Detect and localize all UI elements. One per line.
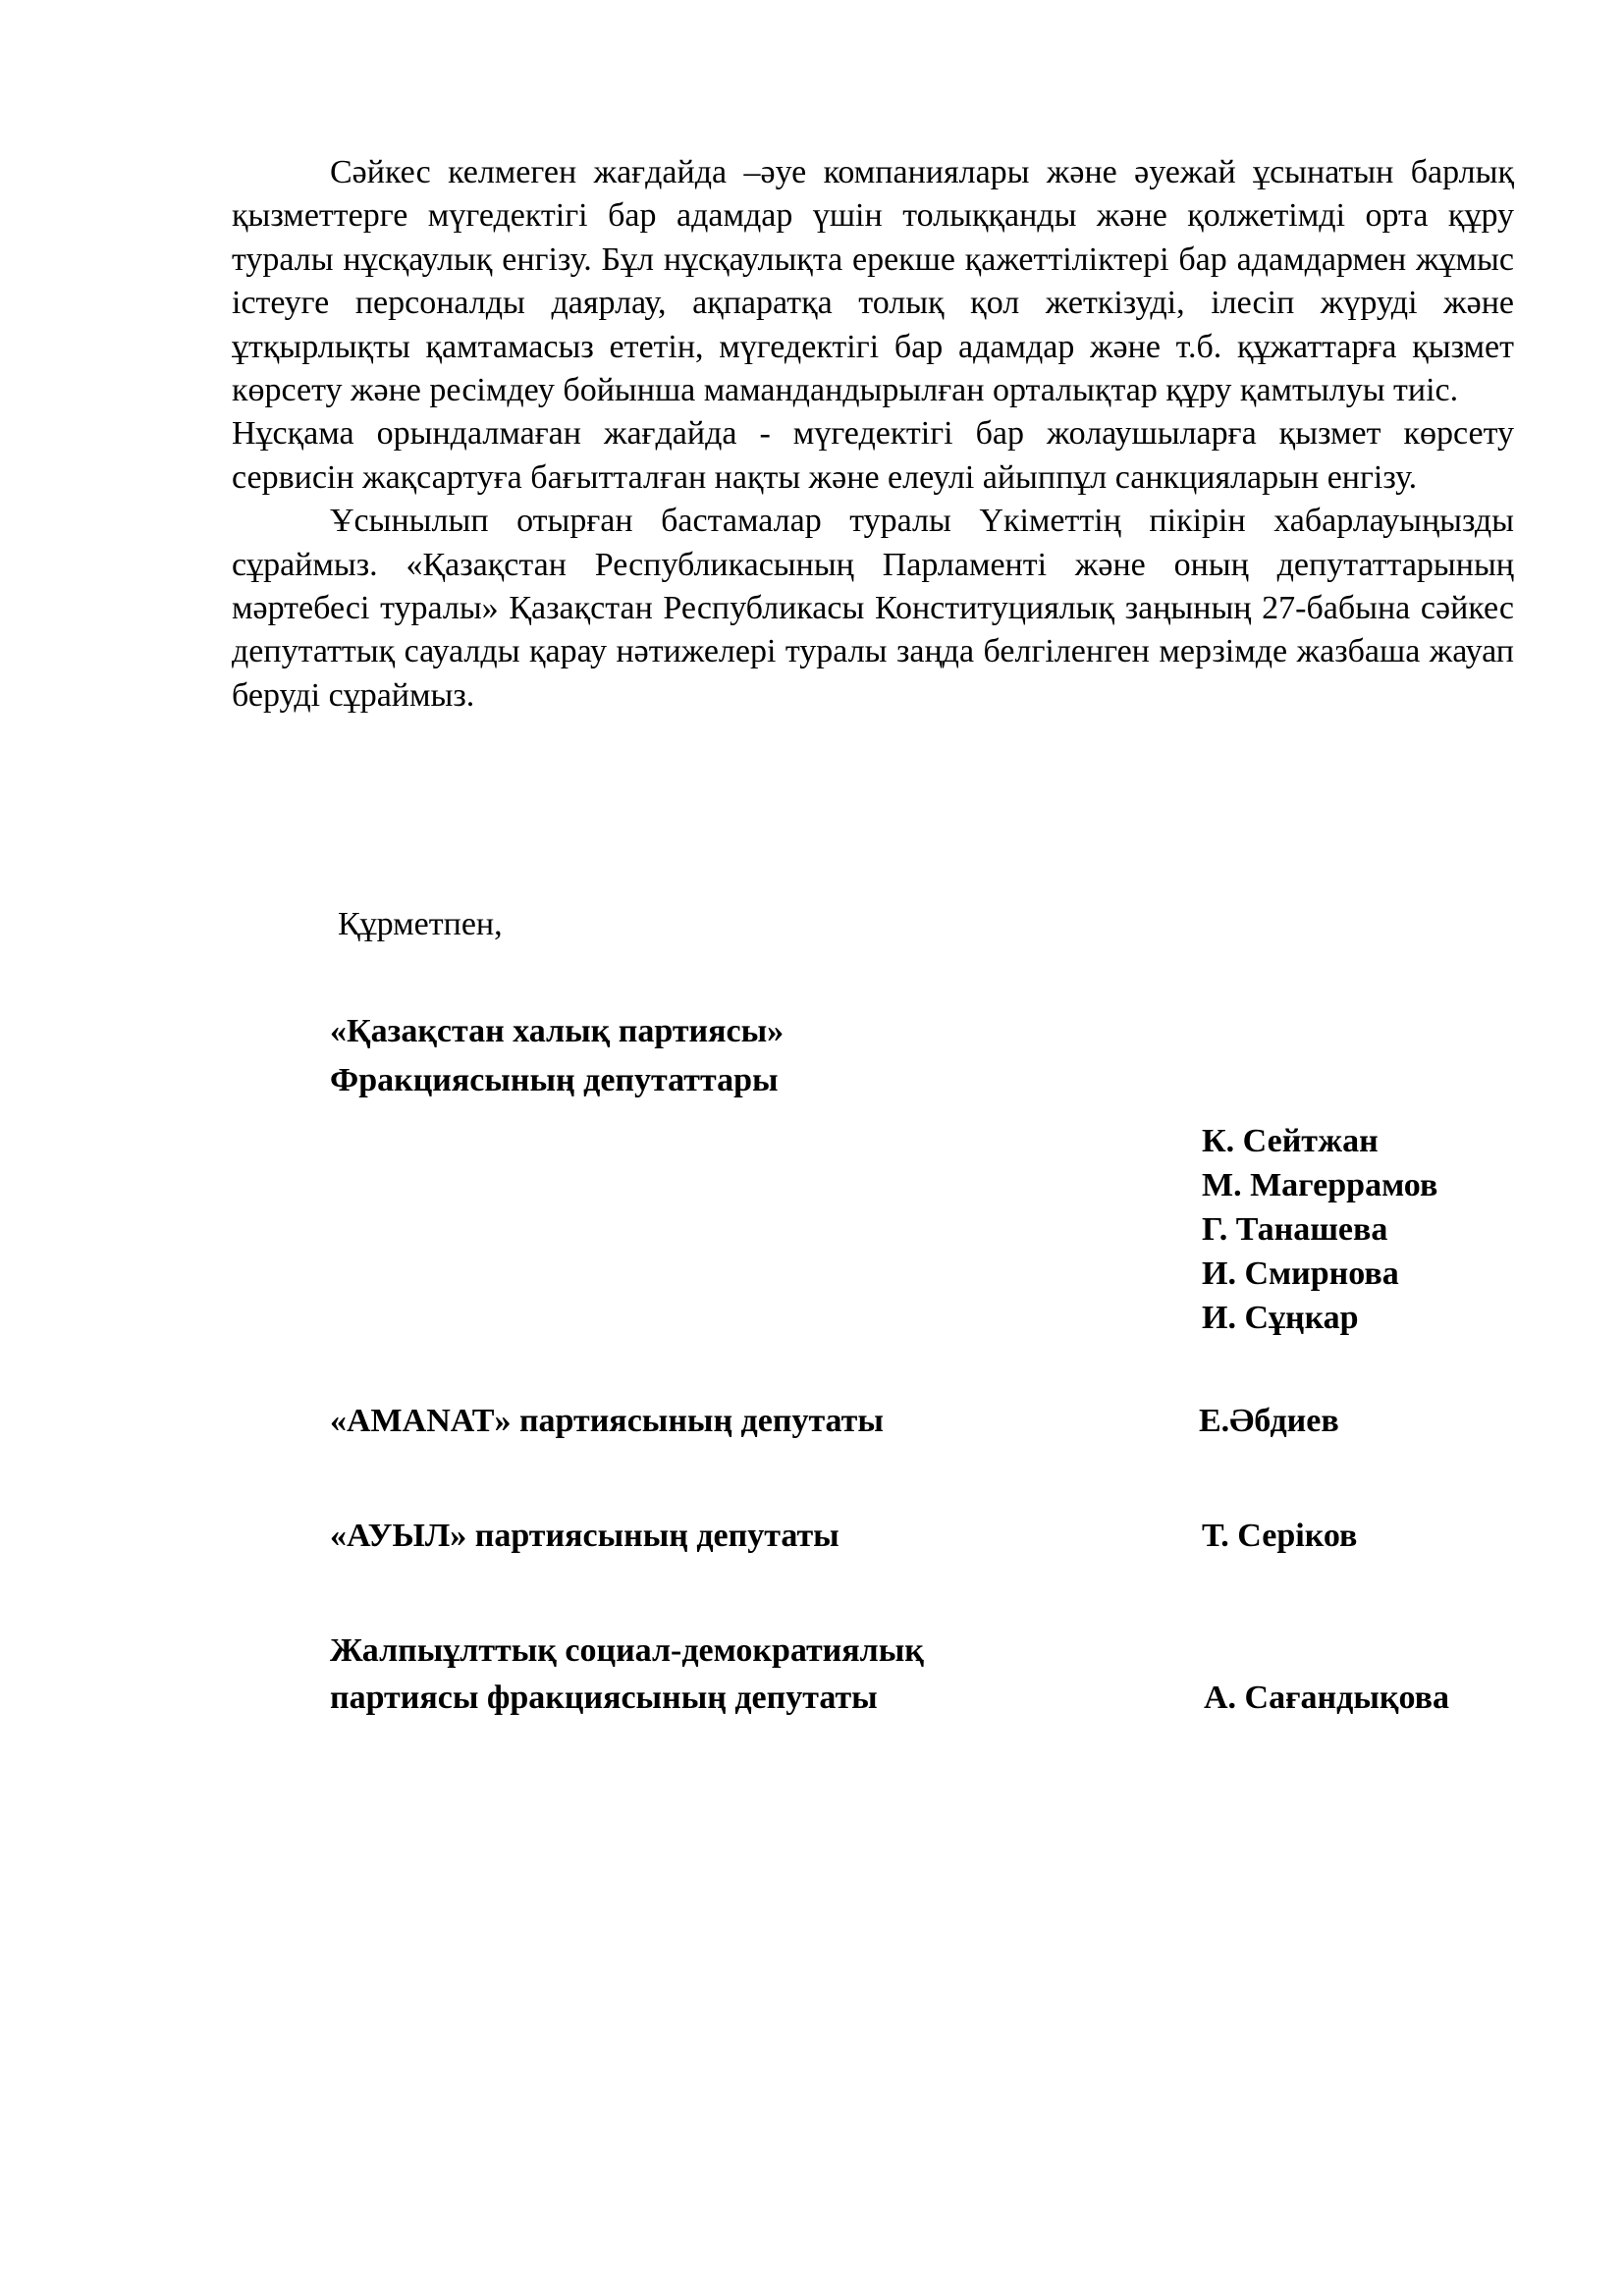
closing-salutation: Құрметпен,: [338, 906, 503, 942]
deputy-name: И. Сұңкар: [1202, 1300, 1359, 1336]
social-democratic-party-line2: партиясы фракциясының депутаты: [330, 1680, 878, 1716]
faction-deputies-list: [1202, 1119, 1437, 1340]
paragraph-recommendation: Сәйкес келмеген жағдайда –әуе компаниялары және әуежай ұсынатын барлық қызметтерге мүгедектігі бар адамдар үшін толыққанды және қолжетімді орта құру туралы нұсқаулық енгізу. Бұл нұсқаулықта ерекше қажеттіліктері бар адамдармен жұмыс істеуге персоналды даярлау, ақпаратқа толық қол жеткізуді, ілесіп жүруді және ұтқырлықты қамтамасыз ететін, мүгедектігі бар адамдар және т.б. құжаттарға қызмет көрсету және ресімдеу бойынша мамандандырылған орталықтар құру қамтылуы тиіс.: [232, 154, 1514, 409]
social-democratic-party-line1: Жалпыұлттық социал-демократиялық: [330, 1632, 924, 1669]
paragraph-sanctions: Нұсқама орындалмаған жағдайда - мүгедектігі бар жолаушыларға қызмет көрсету сервисін жақсартуға бағытталған нақты және елеулі айыппұл санкцияларын енгізу.: [232, 415, 1514, 496]
social-democratic-deputy-name: А. Сағандықова: [1204, 1680, 1449, 1716]
auly-party-label: «АУЫЛ» партиясының депутаты: [330, 1518, 839, 1554]
deputy-name: М. Магеррамов: [1202, 1167, 1438, 1203]
amanat-deputy-name: Е.Әбдиев: [1199, 1403, 1339, 1439]
social-democratic-party-label: [330, 1628, 924, 1722]
auly-deputy-name: Т. Серіков: [1202, 1518, 1358, 1554]
faction-title-line2: Фракциясының депутаттары: [330, 1062, 779, 1098]
deputy-name: К. Сейтжан: [1202, 1123, 1379, 1159]
deputy-name: Г. Танашева: [1202, 1211, 1388, 1248]
faction-title: [330, 1007, 784, 1105]
amanat-party-label: «AMANAT» партиясының депутаты: [330, 1403, 884, 1439]
letter-body: [232, 151, 1514, 718]
deputy-name: И. Смирнова: [1202, 1255, 1399, 1292]
paragraph-request: Ұсынылып отырған бастамалар туралы Үкіметтің пікірін хабарлауыңызды сұраймыз. «Қазақстан Республикасының Парламенті және оның депутаттарының мәртебесі туралы» Қазақстан Республикасы Конституциялық заңының 27-бабына сәйкес депутаттық сауалды қарау нәтижелері туралы заңда белгіленген мерзімде жазбаша жауап беруді сұраймыз.: [232, 503, 1514, 714]
faction-title-line1: «Қазақстан халық партиясы»: [330, 1013, 785, 1049]
